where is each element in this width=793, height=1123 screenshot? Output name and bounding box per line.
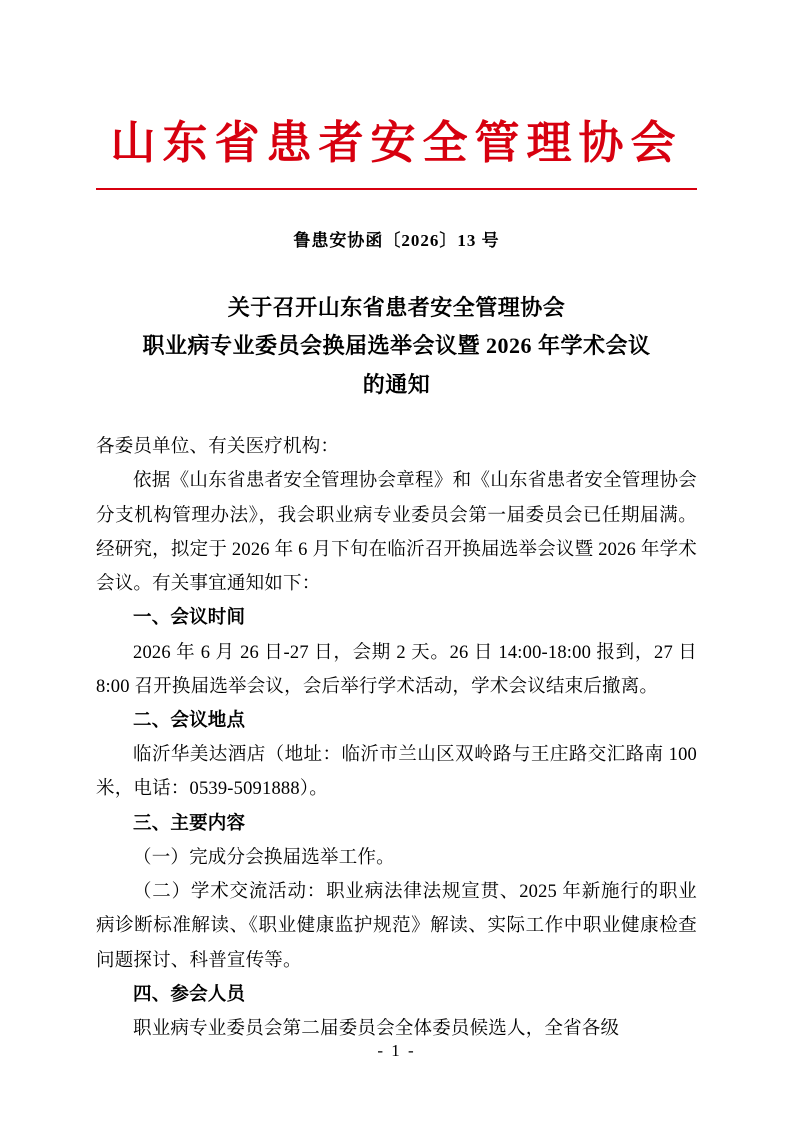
page-number: - 1 - <box>377 1041 416 1060</box>
salutation: 各委员单位、有关医疗机构： <box>96 437 340 458</box>
body-paragraph-6: 职业病专业委员会第二届委员会全体委员候选人，全省各级 <box>133 1018 620 1039</box>
masthead-divider <box>96 188 697 190</box>
section-heading-3: 三、主要内容 <box>133 813 246 834</box>
body-paragraph-5: （二）学术交流活动：职业病法律法规宣贯、2025 年新施行的职业病诊断标准解读、《职业健康监护规范》解读、实际工作中职业健康检查问题探讨、科普宣传等。 <box>96 882 697 971</box>
body-paragraph-1: 依据《山东省患者安全管理协会章程》和《山东省患者安全管理协会分支机构管理办法》，我会职业病专业委员会第一届委员会已任期届满。经研究，拟定于 2026 年 6 月下旬在临沂召开换届选举会议暨 2026 年学术会议。有关事宜通知如下： <box>96 471 697 595</box>
document-title-line-1: 关于召开山东省患者安全管理协会 <box>227 294 566 320</box>
section-heading-1: 一、会议时间 <box>133 608 246 629</box>
masthead <box>96 0 697 190</box>
body-paragraph-4: （一）完成分会换届选举工作。 <box>133 847 395 868</box>
document-title-line-2: 职业病专业委员会换届选举会议暨 2026 年学术会议 <box>142 333 651 359</box>
organization-title: 山东省患者安全管理协会 <box>110 118 683 168</box>
section-heading-4: 四、参会人员 <box>133 984 246 1005</box>
body-paragraph-2: 2026 年 6 月 26 日-27 日，会期 2 天。26 日 14:00-18:00 报到，27 日 8:00 召开换届选举会议，会后举行学术活动，学术会议结束后撤离。 <box>96 642 697 697</box>
document-body <box>96 430 697 1046</box>
document-title <box>96 289 697 405</box>
document-title-line-3: 的通知 <box>362 371 431 397</box>
section-heading-2: 二、会议地点 <box>133 711 246 731</box>
document-number: 鲁患安协函〔2026〕13 号 <box>293 230 500 250</box>
body-paragraph-3: 临沂华美达酒店（地址：临沂市兰山区双岭路与王庄路交汇路南 100 米，电话：0539-5091888）。 <box>96 745 697 800</box>
